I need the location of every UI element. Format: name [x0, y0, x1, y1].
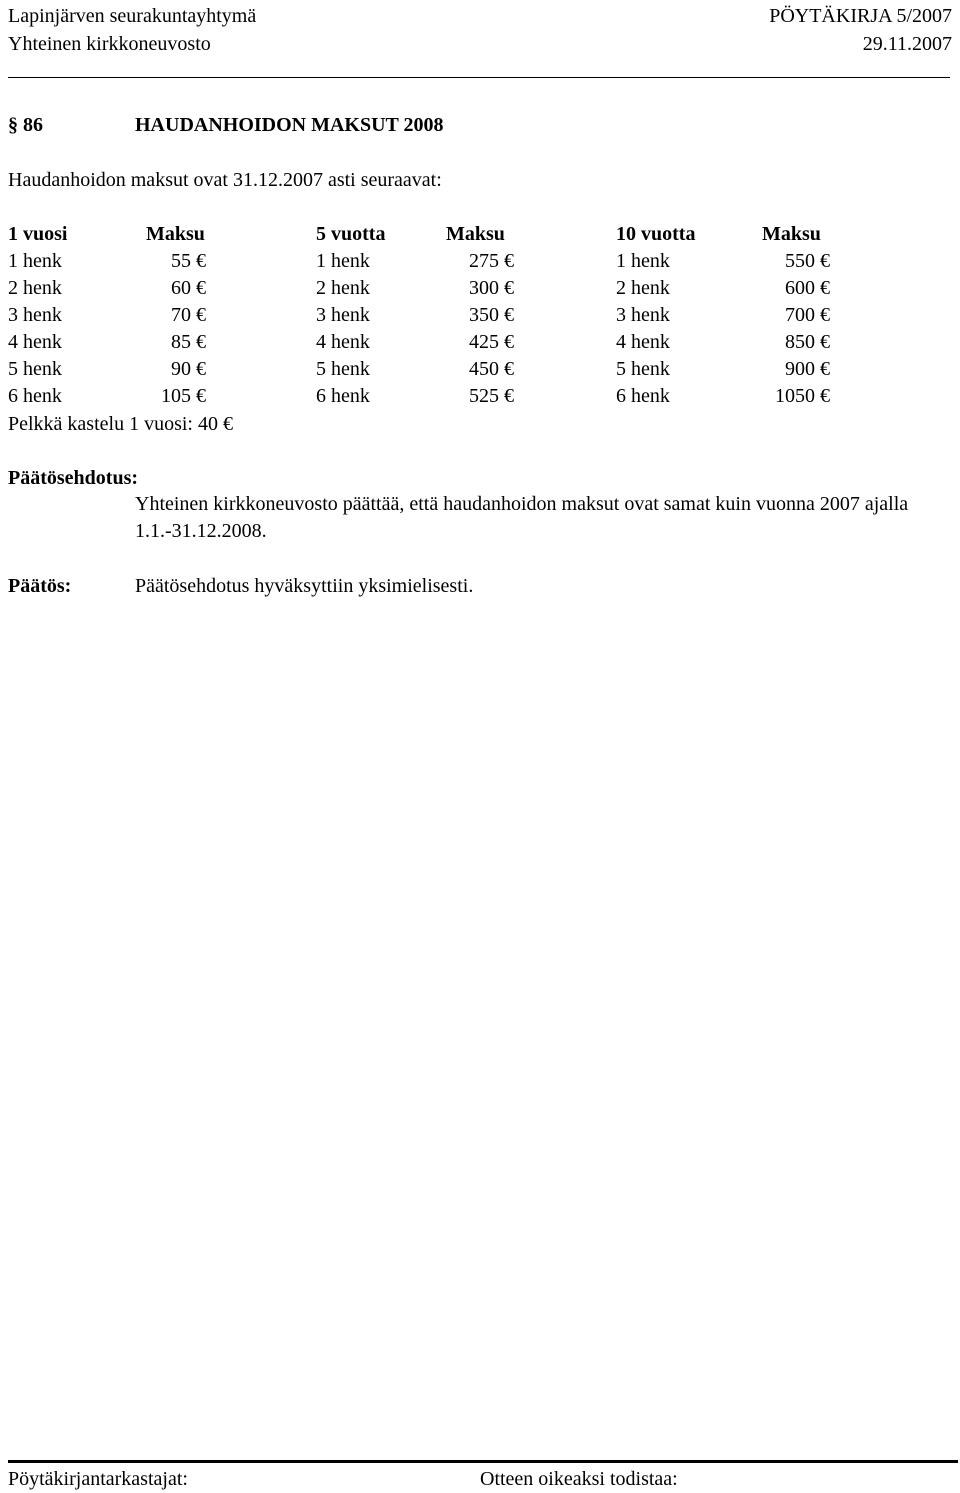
footer-certification-label: Otteen oikeaksi todistaa: — [480, 1468, 678, 1490]
fee-cell: 900 € — [785, 358, 830, 380]
watering-note: Pelkkä kastelu 1 vuosi: 40 € — [8, 413, 233, 435]
fee-cell: 70 € — [171, 304, 206, 326]
fee-cell: 600 € — [785, 277, 830, 299]
persons-cell: 1 henk — [616, 250, 670, 272]
fee-cell: 525 € — [469, 385, 514, 407]
persons-cell: 1 henk — [8, 250, 62, 272]
footer-reviewers-label: Pöytäkirjantarkastajat: — [8, 1468, 188, 1490]
fee-cell: 450 € — [469, 358, 514, 380]
header-fee-1: Maksu — [146, 223, 205, 245]
proposal-text: Yhteinen kirkkoneuvosto päättää, että haudanhoidon maksut ovat samat kuin vuonna 2007 ajalla 1.1.-31.12.2008. — [135, 493, 909, 542]
decision-text: Päätösehdotus hyväksyttiin yksimielisesti. — [135, 575, 474, 597]
header-fee-10: Maksu — [762, 223, 821, 245]
fee-cell: 105 € — [161, 385, 206, 407]
header-10-years: 10 vuotta — [616, 223, 696, 245]
header-document-number: PÖYTÄKIRJA 5/2007 — [769, 5, 952, 27]
persons-cell: 5 henk — [316, 358, 370, 380]
fee-cell: 85 € — [171, 331, 206, 353]
header-divider — [8, 77, 950, 78]
intro-text: Haudanhoidon maksut ovat 31.12.2007 asti seuraavat: — [8, 169, 442, 191]
fee-cell: 425 € — [469, 331, 514, 353]
fee-cell: 850 € — [785, 331, 830, 353]
proposal-label: Päätösehdotus: — [8, 467, 139, 489]
header-organization: Lapinjärven seurakuntayhtymä — [8, 5, 257, 27]
fee-cell: 350 € — [469, 304, 514, 326]
section-title: HAUDANHOIDON MAKSUT 2008 — [135, 114, 444, 136]
header-5-years: 5 vuotta — [316, 223, 386, 245]
persons-cell: 2 henk — [8, 277, 62, 299]
persons-cell: 6 henk — [616, 385, 670, 407]
persons-cell: 5 henk — [616, 358, 670, 380]
decision-label: Päätös: — [8, 575, 72, 597]
persons-cell: 4 henk — [8, 331, 62, 353]
fee-cell: 700 € — [785, 304, 830, 326]
persons-cell: 3 henk — [316, 304, 370, 326]
fee-cell: 60 € — [171, 277, 206, 299]
header-fee-5: Maksu — [446, 223, 505, 245]
fee-cell: 300 € — [469, 277, 514, 299]
persons-cell: 4 henk — [616, 331, 670, 353]
fee-cell: 1050 € — [775, 385, 830, 407]
persons-cell: 4 henk — [316, 331, 370, 353]
footer-divider — [8, 1460, 958, 1463]
persons-cell: 6 henk — [316, 385, 370, 407]
persons-cell: 2 henk — [316, 277, 370, 299]
persons-cell: 6 henk — [8, 385, 62, 407]
persons-cell: 3 henk — [616, 304, 670, 326]
fee-cell: 90 € — [171, 358, 206, 380]
fee-cell: 55 € — [171, 250, 206, 272]
header-body-name: Yhteinen kirkkoneuvosto — [8, 33, 211, 55]
section-number: § 86 — [8, 114, 43, 136]
persons-cell: 3 henk — [8, 304, 62, 326]
fee-cell: 275 € — [469, 250, 514, 272]
persons-cell: 1 henk — [316, 250, 370, 272]
persons-cell: 5 henk — [8, 358, 62, 380]
header-1-year: 1 vuosi — [8, 223, 68, 245]
persons-cell: 2 henk — [616, 277, 670, 299]
header-date: 29.11.2007 — [862, 33, 952, 55]
fee-cell: 550 € — [785, 250, 830, 272]
